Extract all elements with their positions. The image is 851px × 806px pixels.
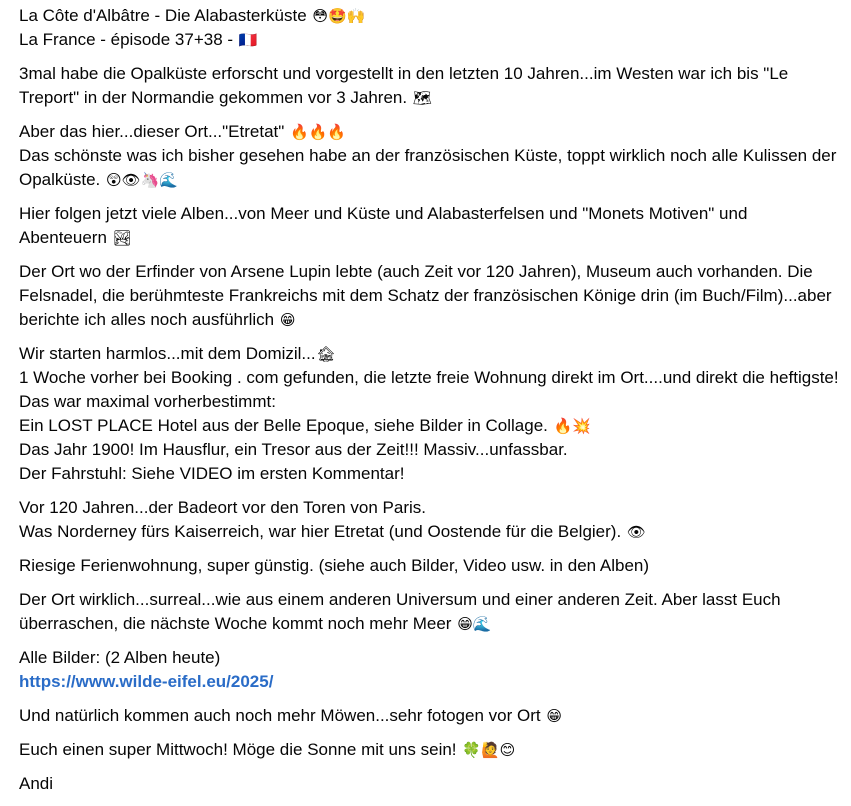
post-text: Euch einen super Mittwoch! Möge die Sonne mit uns sein! <box>19 740 457 759</box>
post-text: Aber das hier...dieser Ort..."Etretat" <box>19 122 285 141</box>
post-paragraph <box>19 704 839 728</box>
post-line <box>19 342 839 366</box>
post-text: Riesige Ferienwohnung, super günstig. (siehe auch Bilder, Video usw. in den Alben) <box>19 556 650 575</box>
post-paragraph <box>19 120 839 192</box>
post-body <box>19 4 839 806</box>
post-paragraph <box>19 62 839 110</box>
post-text: Alle Bilder: (2 Alben heute) <box>19 648 221 667</box>
post-paragraph <box>19 342 839 486</box>
emoji-group: 😲👁🦄🌊 <box>106 171 179 189</box>
post-line <box>19 414 839 438</box>
post-text: Der Ort wo der Erfinder von Arsene Lupin lebte (auch Zeit vor 120 Jahren), Museum auch vorhanden. Die Felsnadel, die berühmteste Frankreichs mit dem Schatz der französischen Könige drin (im Buch/Film)...aber berichte ich alles noch ausführlich <box>19 262 832 329</box>
post-text: 1 Woche vorher bei Booking . com gefunden, die letzte freie Wohnung direkt im Ort....und direkt die heftigste! Das war maximal vorherbestimmt: <box>19 368 839 411</box>
post-paragraph <box>19 260 839 332</box>
post-line <box>19 670 839 694</box>
post-line <box>19 28 839 52</box>
fire-explosion-emoji: 🔥💥 <box>553 417 591 435</box>
post-paragraph <box>19 496 839 544</box>
landscape-emoji: 🏞 <box>112 229 132 247</box>
post-text: Der Ort wirklich...surreal...wie aus einem anderen Universum und einer anderen Zeit. Aber lasst Euch überraschen, die nächste Woche kommt noch mehr Meer <box>19 590 781 633</box>
post-paragraph <box>19 554 839 578</box>
post-text: Das Jahr 1900! Im Hausflur, ein Tresor aus der Zeit!!! Massiv...unfassbar. <box>19 440 568 459</box>
eye-emoji: 👁 <box>626 523 646 541</box>
france-flag-emoji: 🇫🇷 <box>238 31 258 49</box>
post-paragraph <box>19 588 839 636</box>
post-title-text: La Côte d'Albâtre - Die Alabasterküste <box>19 6 307 25</box>
post-text: Vor 120 Jahren...der Badeort vor den Toren von Paris. <box>19 498 426 517</box>
post-line <box>19 144 839 192</box>
post-signature <box>19 772 839 796</box>
post-line <box>19 4 839 28</box>
emoji-group: 😳🤩🙌 <box>312 7 366 25</box>
post-line <box>19 120 839 144</box>
post-text: Wir starten harmlos...mit dem Domizil... <box>19 344 316 363</box>
grin-emoji: 😁 <box>546 707 562 725</box>
post-paragraph <box>19 738 839 762</box>
fire-emoji-group: 🔥🔥🔥 <box>290 123 347 141</box>
post-text: Und natürlich kommen auch noch mehr Möwen...sehr fotogen vor Ort <box>19 706 541 725</box>
post-line <box>19 520 839 544</box>
emoji-group: 🍀🙋😊 <box>462 741 516 759</box>
post-text: Was Norderney fürs Kaiserreich, war hier Etretat (und Oostende für die Belgier). <box>19 522 622 541</box>
post-line <box>19 646 839 670</box>
post-line <box>19 462 839 486</box>
post-paragraph <box>19 202 839 250</box>
post-text: 3mal habe die Opalküste erforscht und vorgestellt in den letzten 10 Jahren...im Westen war ich bis "Le Treport" in der Normandie gekommen vor 3 Jahren. <box>19 64 789 107</box>
post-line <box>19 496 839 520</box>
post-line <box>19 438 839 462</box>
post-subtitle-text: La France - épisode 37+38 - <box>19 30 234 49</box>
grin-emoji: 😁 <box>279 311 296 329</box>
emoji-group: 😁🌊 <box>457 615 492 633</box>
album-link[interactable]: https://www.wilde-eifel.eu/2025/ <box>19 672 274 691</box>
post-paragraph-title <box>19 4 839 52</box>
post-paragraph <box>19 646 839 694</box>
signature-text: Andi <box>19 774 54 793</box>
post-text: Hier folgen jetzt viele Alben...von Meer und Küste und Alabasterfelsen und "Monets Motiven" und Abenteuern <box>19 204 748 247</box>
post-line <box>19 366 839 414</box>
post-text: Das schönste was ich bisher gesehen habe an der französischen Küste, toppt wirklich noch alle Kulissen der Opalküste. <box>19 146 837 189</box>
house-emoji: 🏚 <box>316 345 336 363</box>
post-text: Der Fahrstuhl: Siehe VIDEO im ersten Kommentar! <box>19 464 405 483</box>
map-emoji: 🗺 <box>412 89 432 107</box>
post-text: Ein LOST PLACE Hotel aus der Belle Epoque, siehe Bilder in Collage. <box>19 416 548 435</box>
